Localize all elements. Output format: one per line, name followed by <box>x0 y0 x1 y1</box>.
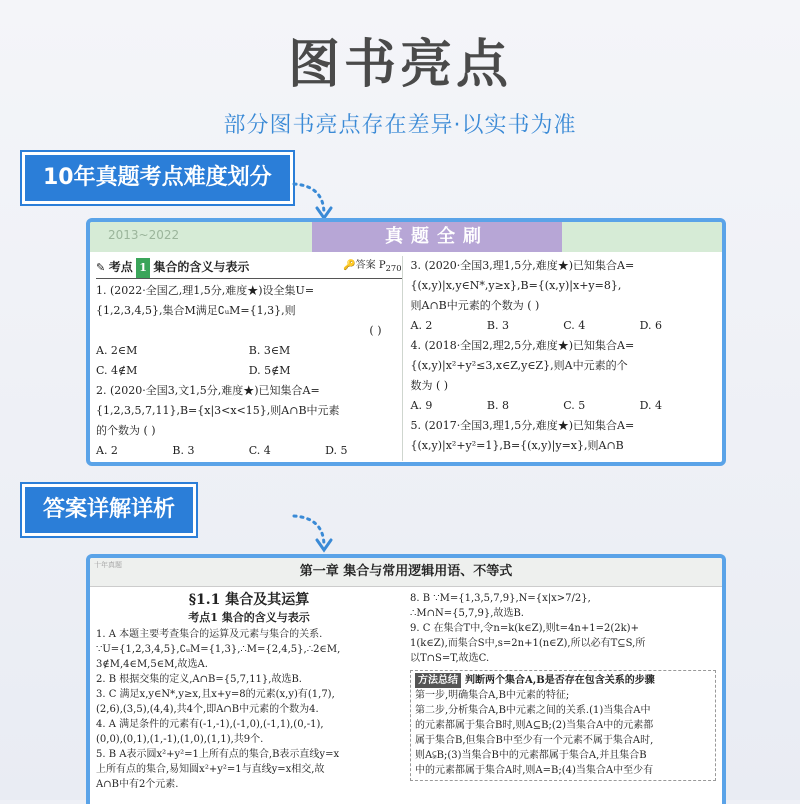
question-5 <box>411 416 717 456</box>
section-title: §1.1 集合及其运算 <box>188 592 310 608</box>
right-column <box>402 256 717 461</box>
answer-line: 3. C 满足x,y∈N*,y≥x,且x+y=8的元素(x,y)有(1,7), <box>96 689 335 700</box>
answer-line: 8. B ∵M={1,3,5,7,9},N={x|x>7/2}, <box>410 593 591 604</box>
method-line: 属于集合B,但集合B中至少有一个元素不属于集合A时, <box>415 735 654 746</box>
answers-right-column <box>402 591 716 792</box>
question-1 <box>96 281 402 381</box>
option: B. 8 <box>486 399 509 412</box>
question-line: {1,2,3,4,5},集合M满足∁ᵤM={1,3},则 <box>96 304 296 317</box>
answer-line: 4. A 满足条件的元素有(-1,-1),(-1,0),(-1,1),(0,-1), <box>96 719 324 730</box>
year-range: 2013~2022 <box>108 228 180 242</box>
answers-left-column <box>96 591 402 792</box>
knowledge-point-header <box>96 256 402 279</box>
left-column <box>96 256 402 461</box>
option: C. 4 <box>563 319 586 332</box>
answer-details-panel <box>86 554 726 804</box>
option: D. 5 <box>325 444 348 457</box>
section-label-exam-difficulty: 10年真题考点难度划分 <box>22 152 293 204</box>
pencil-icon: ✎ <box>96 260 106 274</box>
option: B. 3 <box>486 319 509 332</box>
question-line: 数为 ( ) <box>410 379 449 392</box>
panel-header <box>90 222 722 252</box>
answer-page: 270 <box>385 263 402 273</box>
question-line: {(x,y)|x²+y²≤3,x∈Z,y∈Z},则A中元素的个 <box>410 359 628 372</box>
answer-line: (0,0),(0,1),(1,-1),(1,0),(1,1),共9个. <box>96 734 264 745</box>
question-line: 的个数为 ( ) <box>96 424 156 437</box>
question-3 <box>411 256 717 336</box>
key-icon: 🔑 <box>343 260 356 271</box>
method-line: 的元素都属于集合B时,则A⊆B;(2)当集合A中的元素都 <box>415 720 654 731</box>
answer-line: 1(k∈Z),而集合S中,s=2n+1(n∈Z),所以必有T⊆S,所 <box>410 638 646 649</box>
section-label-answer-details: 答案详解详析 <box>22 484 196 536</box>
chapter-title: 第一章 集合与常用逻辑用语、不等式 <box>299 564 513 579</box>
answer-line: 5. B A表示圆x²+y²=1上所有点的集合,B表示直线y=x <box>96 749 340 760</box>
option: D. 4 <box>639 399 663 412</box>
question-line: 4. (2018·全国2,理2,5分,难度★)已知集合A= <box>410 339 635 352</box>
answer-line: 上所有点的集合,易知圆x²+y²=1与直线y=x相交,故 <box>96 764 325 775</box>
question-4 <box>411 336 717 416</box>
kp-title: 集合的含义与表示 <box>153 259 250 274</box>
question-2 <box>96 381 402 461</box>
answer-line: ∴M∩N={5,7,9},故选B. <box>410 608 524 619</box>
question-line: {1,2,3,5,7,11},B={x|3<x<15},则A∩B中元素 <box>96 404 340 417</box>
question-line: 2. (2020·全国3,文1,5分,难度★)已知集合A= <box>96 384 320 397</box>
answer-line: 2. B 根据交集的定义,A∩B={5,7,11},故选B. <box>96 674 302 685</box>
question-line: {(x,y)|x²+y²=1},B={(x,y)|y=x},则A∩B <box>410 439 624 452</box>
page-title: 图书亮点 <box>287 34 512 95</box>
option: A. 2∈M <box>96 344 138 357</box>
kp-prefix: 考点 <box>108 259 133 274</box>
answer-line: 以T∩S=T,故选C. <box>410 653 490 664</box>
answer-line: 1. A 本题主要考查集合的运算及元素与集合的关系. <box>96 629 323 640</box>
answer-line: ∵U={1,2,3,4,5},∁ᵤM={1,3},∴M={2,4,5},∴2∈M, <box>96 644 341 655</box>
answer-line: 9. C 在集合T中,令n=k(k∈Z),则t=4n+1=2(2k)+ <box>410 623 639 634</box>
kp-title: 考点1 集合的含义与表示 <box>188 611 310 624</box>
chapter-header <box>90 558 722 587</box>
method-summary-box <box>410 670 716 781</box>
question-line: ( ) <box>369 324 382 337</box>
answer-line: A∩B中有2个元素. <box>96 779 179 790</box>
question-line: 5. (2017·全国3,理1,5分,难度★)已知集合A= <box>410 419 635 432</box>
question-line: 1. (2022·全国乙,理1,5分,难度★)设全集U= <box>96 284 315 297</box>
answer-ref: 答案 P <box>355 260 386 271</box>
answer-line: (2,6),(3,5),(4,4),共4个,即A∩B中元素的个数为4. <box>96 704 319 715</box>
exam-questions-panel <box>86 218 726 466</box>
answer-line: 3∉M,4∈M,5∈M,故选A. <box>96 659 208 670</box>
option: A. 2 <box>410 319 433 332</box>
kp-number: 1 <box>136 258 150 278</box>
dotted-arrow-icon <box>290 510 340 556</box>
question-line: {(x,y)|x,y∈N*,y≥x},B={(x,y)|x+y=8}, <box>410 279 622 292</box>
option: A. 2 <box>96 444 118 457</box>
option: B. 3∈M <box>248 344 291 357</box>
method-line: 第一步,明确集合A,B中元素的特征; <box>415 690 570 701</box>
method-line: 则A⫋B;(3)当集合B中的元素都属于集合A,并且集合B <box>415 750 647 761</box>
method-badge: 方法总结 <box>415 673 461 688</box>
option: C. 4∉M <box>96 364 138 377</box>
method-line: 中的元素都属于集合A时,则A=B;(4)当集合A中至少有 <box>415 765 654 776</box>
series-tag: 十年真题 <box>94 561 122 569</box>
banner-title: 真题全刷 <box>312 222 562 252</box>
option: C. 4 <box>248 444 271 457</box>
question-line: 3. (2020·全国3,理1,5分,难度★)已知集合A= <box>410 259 635 272</box>
option: A. 9 <box>410 399 433 412</box>
option: B. 3 <box>172 444 195 457</box>
option: D. 6 <box>639 319 663 332</box>
question-line: 则A∩B中元素的个数为 ( ) <box>410 299 540 312</box>
page-subtitle: 部分图书亮点存在差异·以实书为准 <box>223 113 577 138</box>
method-title: 判断两个集合A,B是否存在包含关系的步骤 <box>465 675 655 686</box>
option: D. 5∉M <box>248 364 291 377</box>
method-line: 第二步,分析集合A,B中元素之间的关系.(1)当集合A中 <box>415 705 651 716</box>
option: C. 5 <box>563 399 586 412</box>
